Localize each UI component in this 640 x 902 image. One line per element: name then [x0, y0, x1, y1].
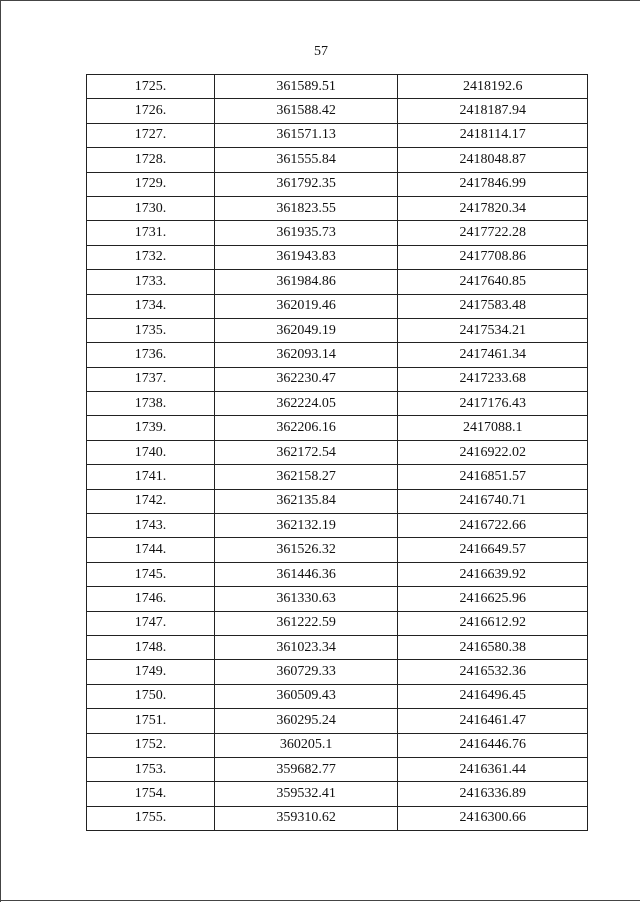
point-number-cell: 1738. [87, 392, 215, 416]
y-coordinate-cell: 2417461.34 [398, 343, 588, 367]
table-row [87, 343, 588, 367]
point-number-cell: 1751. [87, 709, 215, 733]
point-number-cell: 1745. [87, 562, 215, 586]
y-coordinate-cell: 2416722.66 [398, 514, 588, 538]
table-row [87, 148, 588, 172]
x-coordinate-cell: 362224.05 [214, 392, 398, 416]
y-coordinate-cell: 2417534.21 [398, 318, 588, 342]
table-row [87, 75, 588, 99]
table-row [87, 806, 588, 830]
x-coordinate-cell: 361984.86 [214, 270, 398, 294]
table-row [87, 587, 588, 611]
y-coordinate-cell: 2417846.99 [398, 172, 588, 196]
y-coordinate-cell: 2416532.36 [398, 660, 588, 684]
point-number-cell: 1727. [87, 123, 215, 147]
y-coordinate-cell: 2416361.44 [398, 757, 588, 781]
point-number-cell: 1726. [87, 99, 215, 123]
point-number-cell: 1733. [87, 270, 215, 294]
y-coordinate-cell: 2418114.17 [398, 123, 588, 147]
point-number-cell: 1730. [87, 196, 215, 220]
x-coordinate-cell: 361555.84 [214, 148, 398, 172]
table-row [87, 123, 588, 147]
table-row [87, 221, 588, 245]
point-number-cell: 1729. [87, 172, 215, 196]
table-row [87, 270, 588, 294]
y-coordinate-cell: 2416336.89 [398, 782, 588, 806]
y-coordinate-cell: 2416461.47 [398, 709, 588, 733]
x-coordinate-cell: 359682.77 [214, 757, 398, 781]
x-coordinate-cell: 362230.47 [214, 367, 398, 391]
table-row [87, 245, 588, 269]
x-coordinate-cell: 361526.32 [214, 538, 398, 562]
table-row [87, 635, 588, 659]
x-coordinate-cell: 361823.55 [214, 196, 398, 220]
y-coordinate-cell: 2418187.94 [398, 99, 588, 123]
x-coordinate-cell: 359532.41 [214, 782, 398, 806]
point-number-cell: 1752. [87, 733, 215, 757]
x-coordinate-cell: 360729.33 [214, 660, 398, 684]
page-number: 57 [314, 44, 328, 59]
x-coordinate-cell: 361571.13 [214, 123, 398, 147]
point-number-cell: 1741. [87, 465, 215, 489]
table-row [87, 562, 588, 586]
point-number-cell: 1734. [87, 294, 215, 318]
y-coordinate-cell: 2416625.96 [398, 587, 588, 611]
x-coordinate-cell: 360205.1 [214, 733, 398, 757]
table-row [87, 709, 588, 733]
x-coordinate-cell: 361792.35 [214, 172, 398, 196]
table-row [87, 514, 588, 538]
point-number-cell: 1725. [87, 75, 215, 99]
y-coordinate-cell: 2416300.66 [398, 806, 588, 830]
x-coordinate-cell: 359310.62 [214, 806, 398, 830]
point-number-cell: 1736. [87, 343, 215, 367]
table-row [87, 294, 588, 318]
table-row [87, 99, 588, 123]
page-bottom-border [1, 900, 640, 901]
x-coordinate-cell: 361023.34 [214, 635, 398, 659]
point-number-cell: 1750. [87, 684, 215, 708]
table-row [87, 318, 588, 342]
table-row [87, 489, 588, 513]
point-number-cell: 1739. [87, 416, 215, 440]
coordinates-table [86, 74, 588, 831]
table-row [87, 757, 588, 781]
point-number-cell: 1728. [87, 148, 215, 172]
y-coordinate-cell: 2417640.85 [398, 270, 588, 294]
point-number-cell: 1748. [87, 635, 215, 659]
y-coordinate-cell: 2416446.76 [398, 733, 588, 757]
x-coordinate-cell: 361446.36 [214, 562, 398, 586]
x-coordinate-cell: 362019.46 [214, 294, 398, 318]
point-number-cell: 1740. [87, 440, 215, 464]
point-number-cell: 1749. [87, 660, 215, 684]
x-coordinate-cell: 362049.19 [214, 318, 398, 342]
table-row [87, 367, 588, 391]
y-coordinate-cell: 2416580.38 [398, 635, 588, 659]
table-row [87, 392, 588, 416]
x-coordinate-cell: 362132.19 [214, 514, 398, 538]
y-coordinate-cell: 2417708.86 [398, 245, 588, 269]
y-coordinate-cell: 2416496.45 [398, 684, 588, 708]
point-number-cell: 1746. [87, 587, 215, 611]
y-coordinate-cell: 2416612.92 [398, 611, 588, 635]
x-coordinate-cell: 361330.63 [214, 587, 398, 611]
point-number-cell: 1742. [87, 489, 215, 513]
x-coordinate-cell: 361935.73 [214, 221, 398, 245]
point-number-cell: 1743. [87, 514, 215, 538]
x-coordinate-cell: 362093.14 [214, 343, 398, 367]
y-coordinate-cell: 2418192.6 [398, 75, 588, 99]
point-number-cell: 1747. [87, 611, 215, 635]
x-coordinate-cell: 361589.51 [214, 75, 398, 99]
y-coordinate-cell: 2418048.87 [398, 148, 588, 172]
x-coordinate-cell: 361588.42 [214, 99, 398, 123]
y-coordinate-cell: 2417820.34 [398, 196, 588, 220]
y-coordinate-cell: 2416922.02 [398, 440, 588, 464]
table-row [87, 611, 588, 635]
y-coordinate-cell: 2416740.71 [398, 489, 588, 513]
y-coordinate-cell: 2417233.68 [398, 367, 588, 391]
table-row [87, 465, 588, 489]
point-number-cell: 1753. [87, 757, 215, 781]
table-row [87, 538, 588, 562]
point-number-cell: 1754. [87, 782, 215, 806]
point-number-cell: 1755. [87, 806, 215, 830]
y-coordinate-cell: 2417583.48 [398, 294, 588, 318]
y-coordinate-cell: 2416639.92 [398, 562, 588, 586]
y-coordinate-cell: 2416851.57 [398, 465, 588, 489]
table-row [87, 782, 588, 806]
table-row [87, 660, 588, 684]
point-number-cell: 1737. [87, 367, 215, 391]
x-coordinate-cell: 360509.43 [214, 684, 398, 708]
x-coordinate-cell: 361943.83 [214, 245, 398, 269]
x-coordinate-cell: 360295.24 [214, 709, 398, 733]
table-row [87, 416, 588, 440]
table-row [87, 172, 588, 196]
point-number-cell: 1744. [87, 538, 215, 562]
x-coordinate-cell: 361222.59 [214, 611, 398, 635]
table-row [87, 684, 588, 708]
y-coordinate-cell: 2417176.43 [398, 392, 588, 416]
x-coordinate-cell: 362158.27 [214, 465, 398, 489]
point-number-cell: 1735. [87, 318, 215, 342]
x-coordinate-cell: 362206.16 [214, 416, 398, 440]
point-number-cell: 1731. [87, 221, 215, 245]
y-coordinate-cell: 2417088.1 [398, 416, 588, 440]
y-coordinate-cell: 2417722.28 [398, 221, 588, 245]
x-coordinate-cell: 362135.84 [214, 489, 398, 513]
table-row [87, 733, 588, 757]
point-number-cell: 1732. [87, 245, 215, 269]
table-row [87, 196, 588, 220]
table-row [87, 440, 588, 464]
y-coordinate-cell: 2416649.57 [398, 538, 588, 562]
coordinates-table-body [87, 75, 588, 831]
x-coordinate-cell: 362172.54 [214, 440, 398, 464]
